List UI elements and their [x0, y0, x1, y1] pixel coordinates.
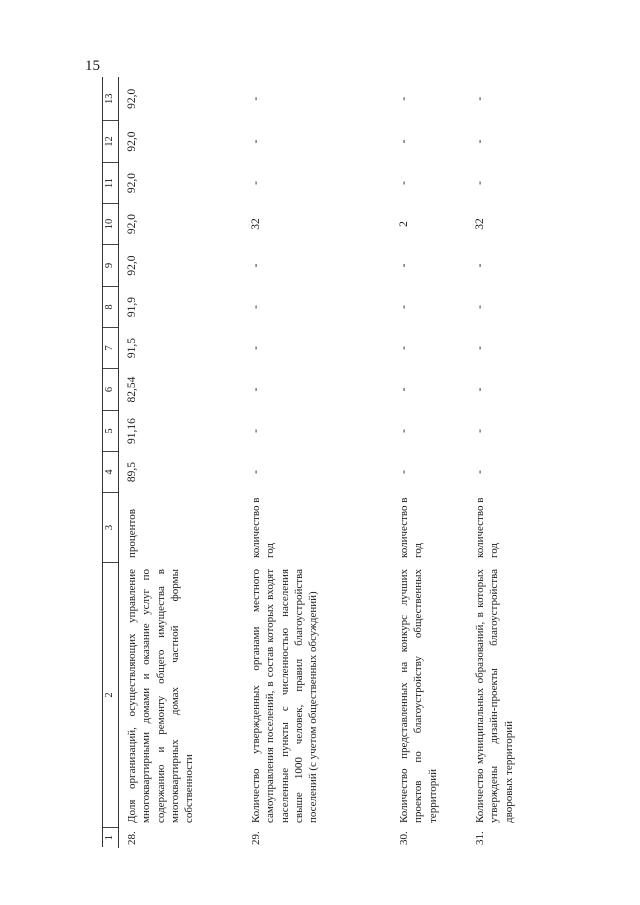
value-cell: 91,9 — [126, 296, 138, 318]
value-cell: - — [250, 181, 262, 185]
value-cell: - — [474, 346, 486, 350]
value-cell: 91,16 — [126, 418, 138, 444]
header-cell: 4 — [103, 452, 119, 493]
value-cell: - — [398, 346, 410, 350]
page-number: 15 — [85, 58, 100, 74]
header-cell: 9 — [103, 245, 119, 287]
value-cell: 92,0 — [126, 131, 138, 152]
value-cell: 92,0 — [126, 213, 138, 235]
indicator-name: Количество муниципальных образований, в которых утверждены дизайн-проекты благоустройства дворовых территорий — [474, 569, 515, 823]
value-cell: 89,5 — [126, 461, 138, 483]
row-number: 30. — [398, 831, 410, 845]
header-cell: 3 — [103, 493, 119, 563]
value-cell: 82,54 — [126, 376, 138, 403]
table-row — [391, 78, 467, 848]
header-cell: 11 — [103, 163, 119, 204]
indicators-table — [102, 78, 573, 849]
value-cell: - — [398, 305, 410, 309]
value-cell: 91,5 — [126, 337, 138, 359]
unit-of-measure: количество в год — [474, 497, 501, 558]
row-number: 28. — [126, 831, 138, 845]
unit-of-measure: количество в год — [398, 497, 425, 558]
unit-of-measure: процентов — [126, 509, 138, 558]
table-row — [467, 78, 573, 848]
value-cell: 92,0 — [126, 255, 138, 276]
value-cell: - — [474, 139, 486, 144]
value-cell: - — [398, 387, 410, 392]
value-cell: 92,0 — [126, 88, 138, 109]
indicator-name: Доля организаций, осуществляющих управление многоквартирными домами и оказание услуг по содержанию и ремонту общего имущества в многоквартирных домах частной формы собственности — [126, 569, 196, 823]
header-cell: 13 — [103, 78, 119, 121]
value-cell: - — [250, 96, 262, 101]
value-cell: - — [474, 387, 486, 392]
header-cell: 12 — [103, 121, 119, 163]
value-cell: - — [474, 470, 486, 474]
value-cell: - — [250, 346, 262, 350]
value-cell: - — [250, 387, 262, 392]
value-cell: - — [250, 305, 262, 309]
value-cell: - — [250, 263, 262, 268]
value-cell: - — [474, 305, 486, 309]
header-cell: 2 — [103, 563, 119, 828]
row-number: 29. — [250, 831, 262, 845]
value-cell: - — [250, 139, 262, 144]
header-cell: 8 — [103, 287, 119, 328]
header-cell: 1 — [103, 828, 119, 848]
value-cell: 2 — [398, 221, 410, 227]
value-cell: - — [474, 181, 486, 185]
value-cell: - — [250, 470, 262, 474]
header-cell: 5 — [103, 411, 119, 452]
rotated-table-container — [102, 78, 532, 848]
value-cell: - — [398, 139, 410, 144]
value-cell: 32 — [250, 218, 262, 230]
value-cell: - — [398, 470, 410, 474]
header-cell: 7 — [103, 328, 119, 369]
value-cell: 32 — [474, 218, 486, 230]
value-cell: - — [474, 96, 486, 101]
header-cell: 6 — [103, 369, 119, 411]
value-cell: - — [398, 429, 410, 433]
value-cell: - — [398, 96, 410, 101]
value-cell: - — [474, 263, 486, 268]
table-row — [243, 78, 391, 848]
unit-of-measure: количество в год — [250, 497, 277, 558]
header-cell: 10 — [103, 204, 119, 245]
value-cell: - — [474, 429, 486, 433]
value-cell: - — [398, 181, 410, 185]
value-cell: - — [250, 429, 262, 433]
row-number: 31. — [474, 831, 486, 845]
value-cell: - — [398, 263, 410, 268]
table-row — [119, 78, 244, 848]
header-row — [103, 78, 119, 848]
indicator-name: Количество утвержденных органами местного самоуправления поселений, в состав которых входят населенные пункты с численностью населения свыше 1000 человек, правил благоустройства поселений (с учетом общественных обсуждений) — [250, 569, 320, 823]
indicator-name: Количество представленных на конкурс лучших проектов по благоустройству общественных территорий — [398, 569, 439, 823]
value-cell: 92,0 — [126, 172, 138, 194]
